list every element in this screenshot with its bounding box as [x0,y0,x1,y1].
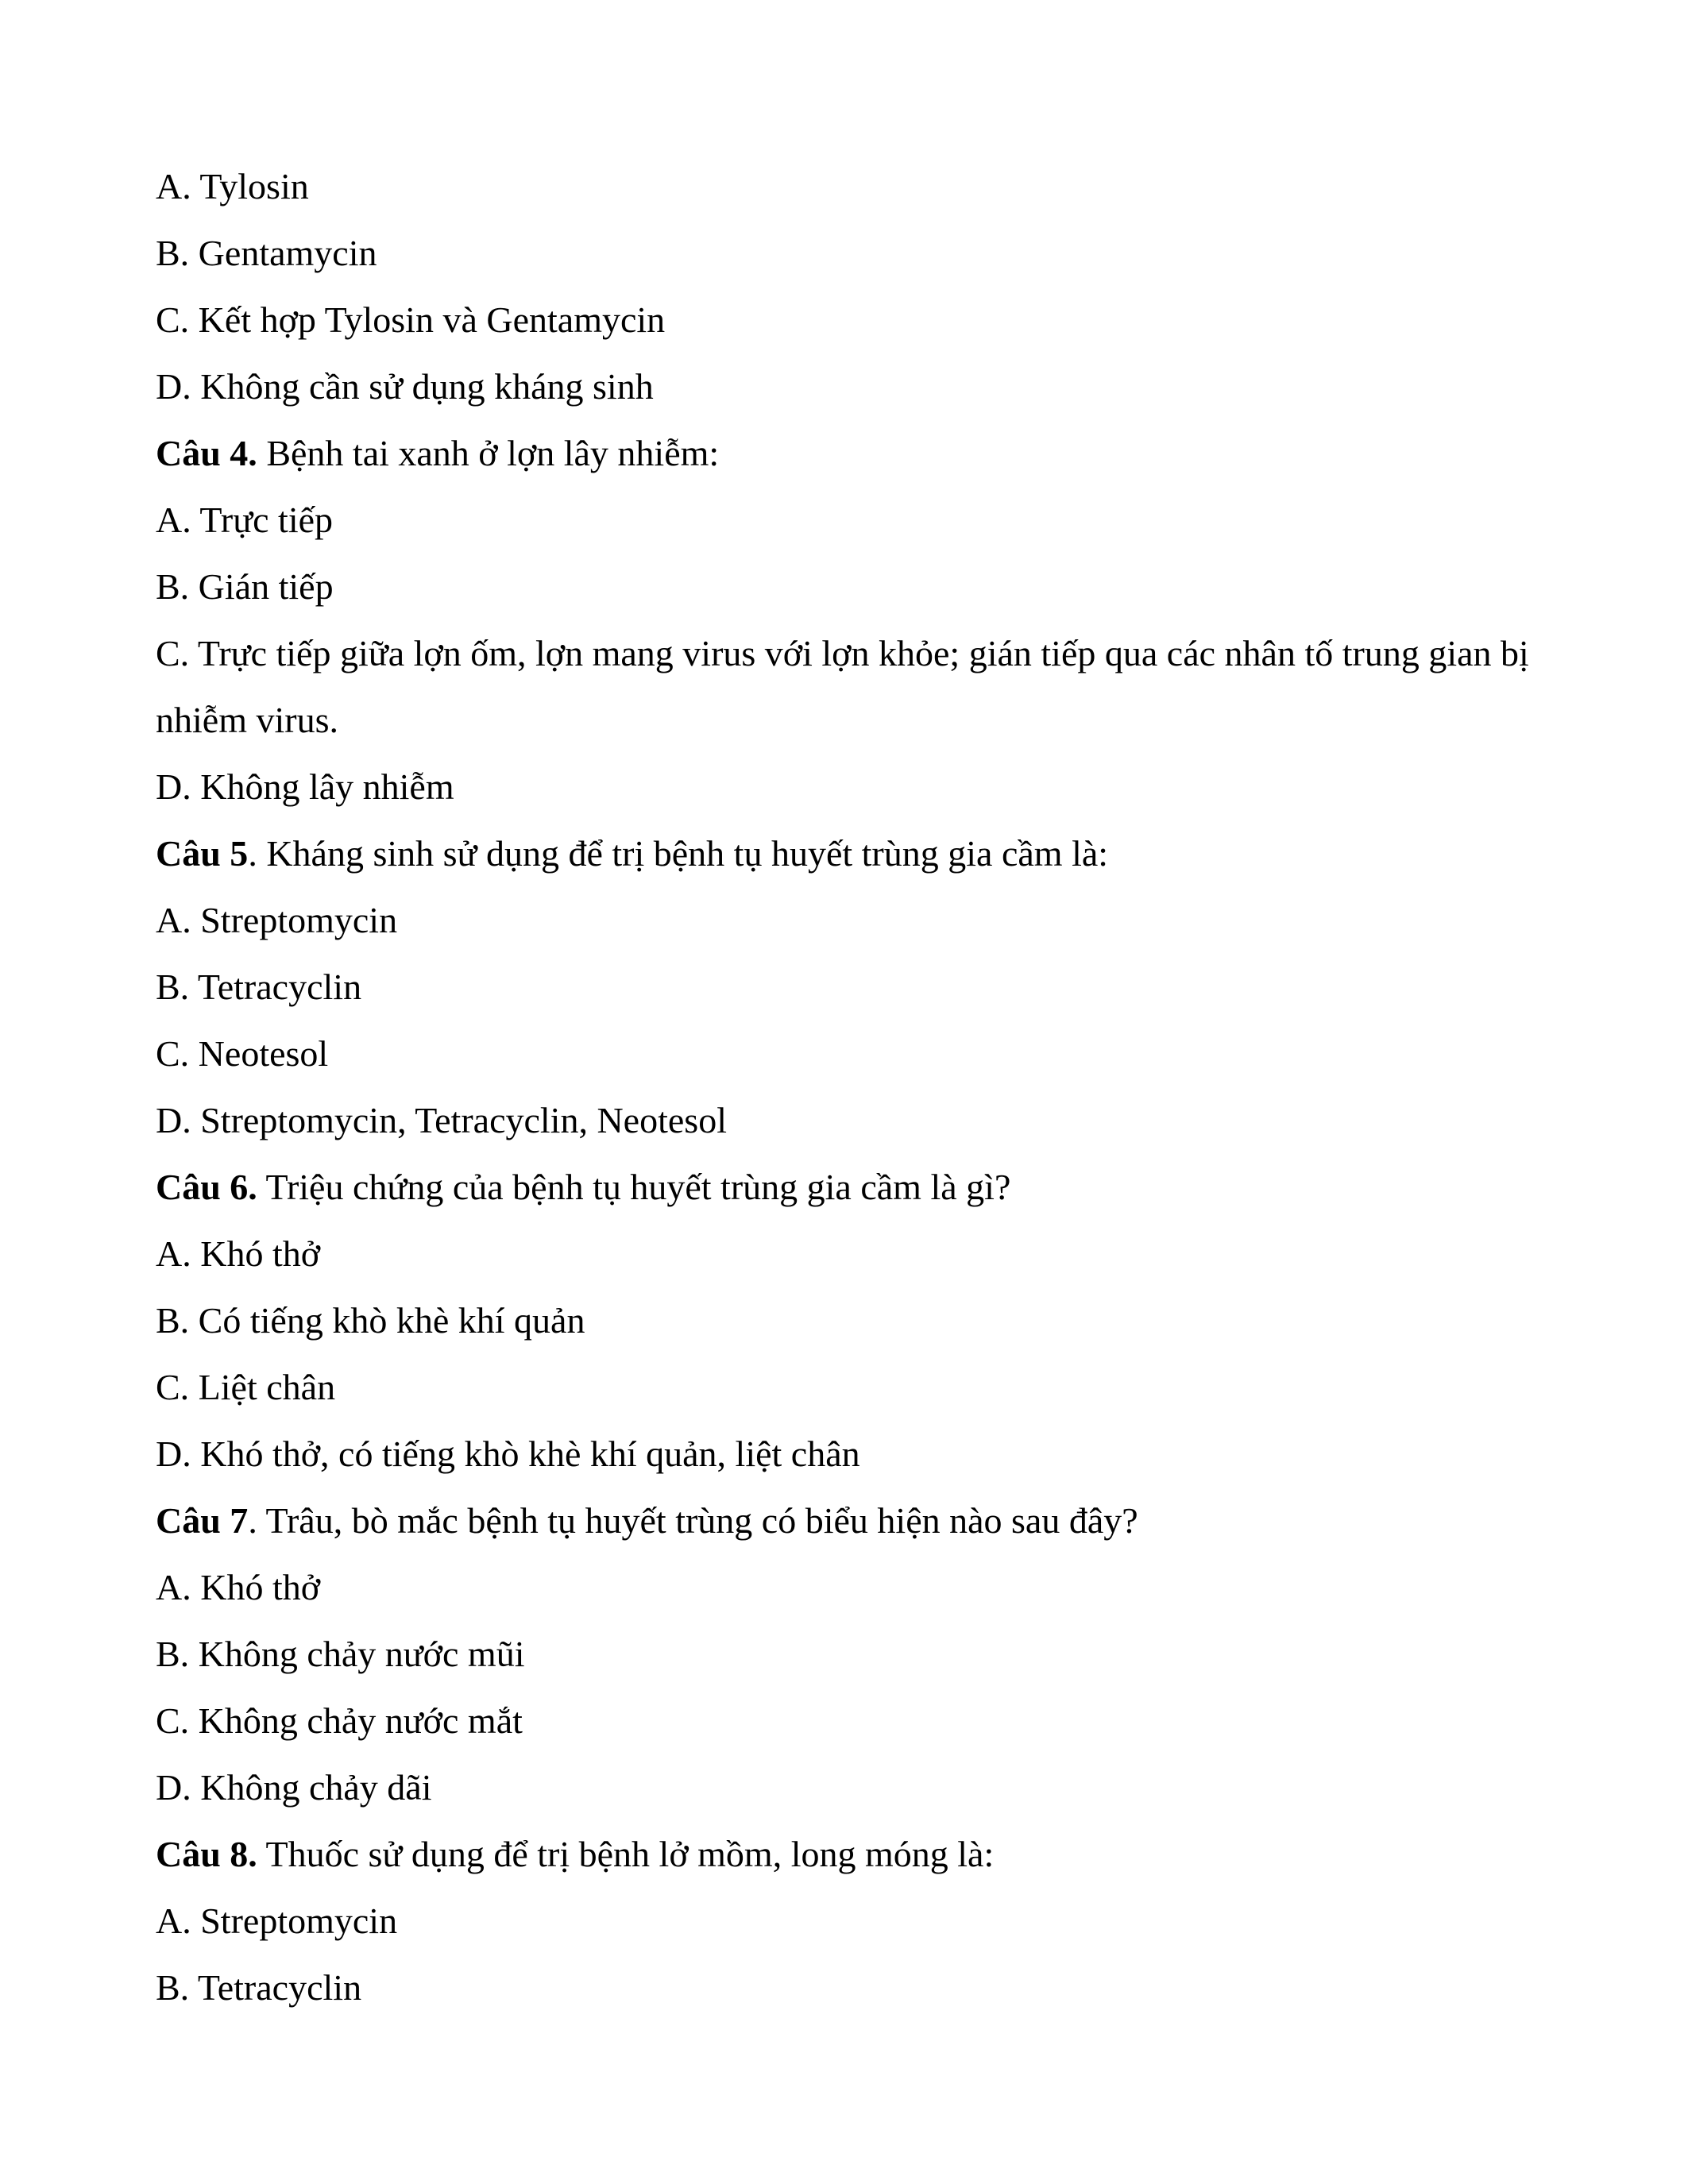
option-line: A. Streptomycin [156,1900,398,1941]
question-8 [156,1821,1538,1888]
option-line: D. Streptomycin, Tetracyclin, Neotesol [156,1100,727,1140]
option-line: C. Trực tiếp giữa lợn ốm, lợn mang virus với lợn khỏe; gián tiếp qua các nhân tố trung gian bị nhiễm virus. [156,633,1529,740]
option-line: D. Không chảy dãi [156,1767,432,1808]
question-text: Thuốc sử dụng để trị bệnh lở mồm, long móng là: [257,1834,995,1874]
question-5 [156,820,1538,887]
option-line: B. Không chảy nước mũi [156,1634,525,1674]
option-line: B. Gián tiếp [156,566,334,607]
option-line: C. Neotesol [156,1033,329,1074]
question-4 [156,420,1538,487]
question-6 [156,1154,1538,1221]
option-line: A. Tylosin [156,166,309,206]
document-page [156,153,1538,2021]
option-line: B. Gentamycin [156,233,377,273]
option-line: A. Trực tiếp [156,500,334,540]
question-label: Câu 4. [156,433,257,473]
option-line: A. Khó thở [156,1233,321,1274]
option-line: A. Streptomycin [156,900,398,940]
question-text: . Trâu, bò mắc bệnh tụ huyết trùng có biểu hiện nào sau đây? [248,1500,1138,1541]
option-line: C. Không chảy nước mắt [156,1700,523,1741]
option-line: B. Có tiếng khò khè khí quản [156,1300,585,1341]
question-7 [156,1488,1538,1554]
option-line: B. Tetracyclin [156,967,362,1007]
question-text: Triệu chứng của bệnh tụ huyết trùng gia cầm là gì? [257,1167,1011,1207]
option-line: B. Tetracyclin [156,1967,362,2008]
option-line: D. Không lây nhiễm [156,766,454,807]
question-text: . Kháng sinh sử dụng để trị bệnh tụ huyết trùng gia cầm là: [248,833,1109,874]
option-line: C. Kết hợp Tylosin và Gentamycin [156,299,666,340]
option-line: A. Khó thở [156,1567,321,1607]
option-line: C. Liệt chân [156,1367,336,1407]
question-label: Câu 5 [156,833,249,874]
question-label: Câu 6. [156,1167,257,1207]
option-line: D. Khó thở, có tiếng khò khè khí quản, liệt chân [156,1433,860,1474]
question-label: Câu 8. [156,1834,257,1874]
option-line: D. Không cần sử dụng kháng sinh [156,366,654,407]
question-text: Bệnh tai xanh ở lợn lây nhiễm: [257,433,720,473]
question-label: Câu 7 [156,1500,249,1541]
